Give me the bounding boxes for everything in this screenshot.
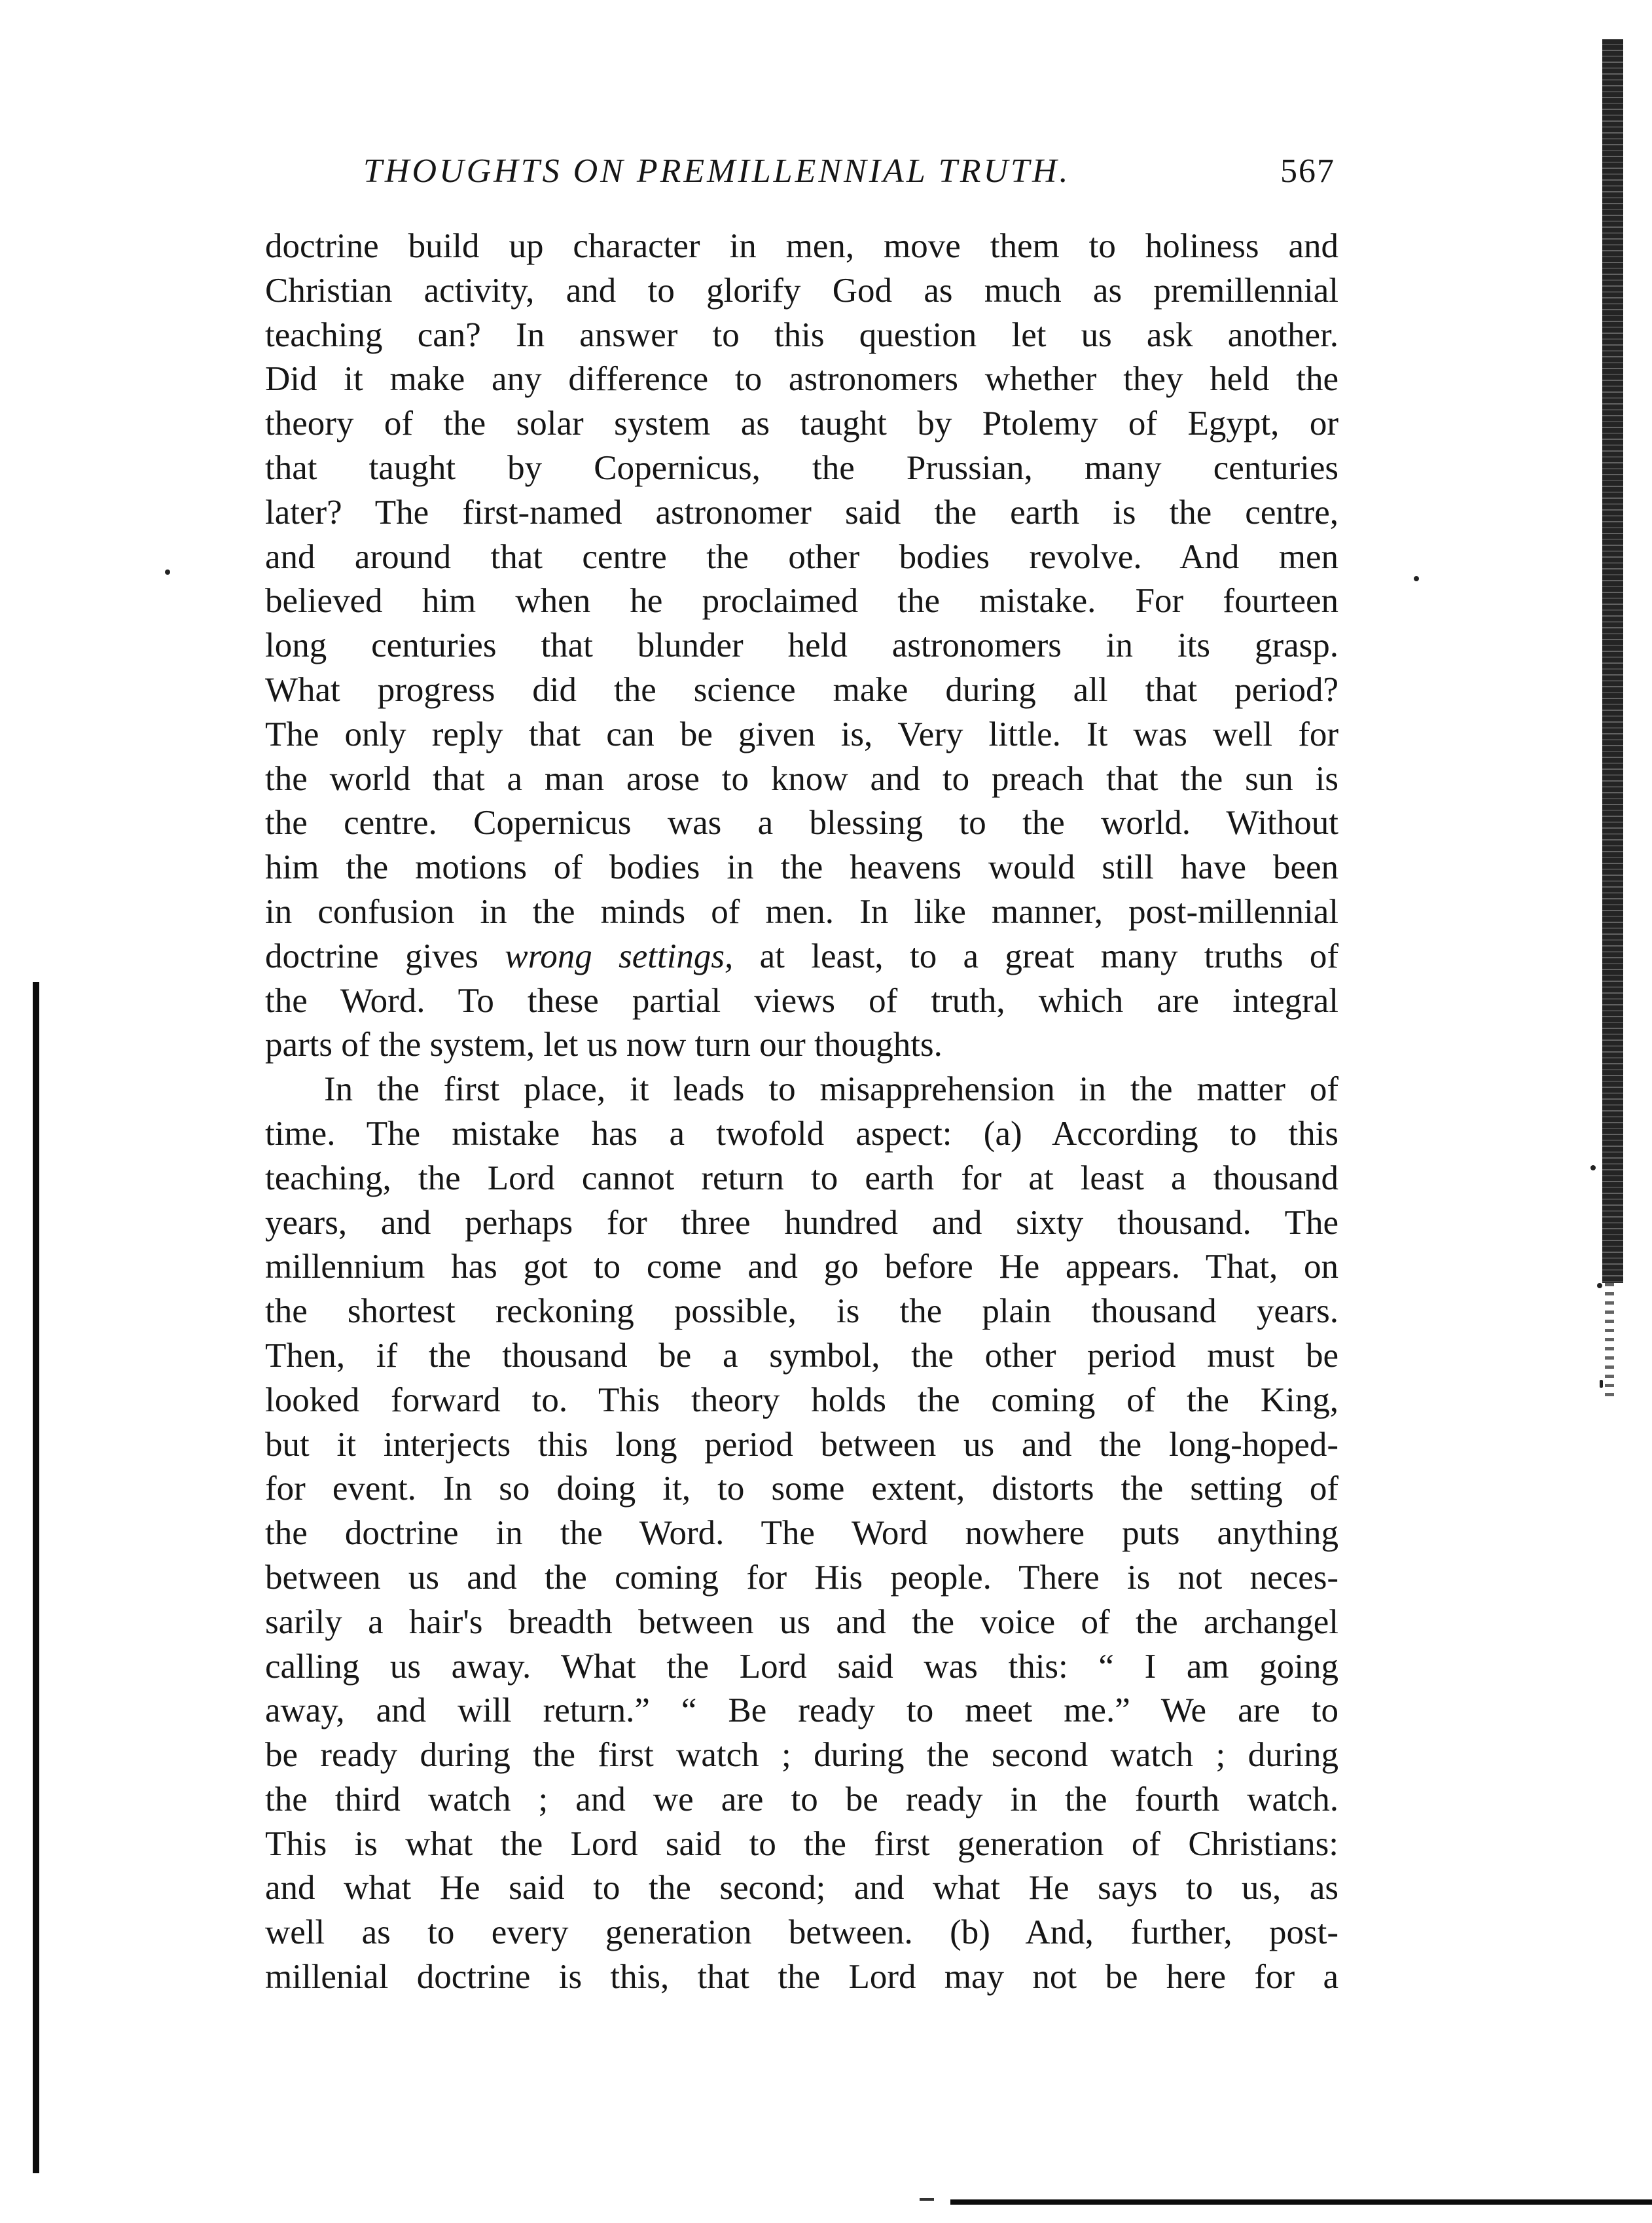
text-line: that taught by Copernicus, the Prussian, many centuries [265, 448, 1338, 487]
left-margin-rule [33, 982, 39, 2173]
text-line: and what He said to the second; and what He says to us, as [265, 1869, 1338, 1907]
text-line: sarily a hair's breadth between us and the voice of the archangel [265, 1602, 1338, 1641]
text-line: away, and will return.” “ Be ready to meet me.” We are to [265, 1691, 1338, 1730]
text-line: the centre. Copernicus was a blessing to the world. Without [265, 804, 1338, 842]
text-line: long centuries that blunder held astronomers in its grasp. [265, 626, 1338, 665]
bottom-dash-mark [920, 2198, 934, 2201]
text-line: Did it make any difference to astronomers whether they held the [265, 360, 1338, 399]
paragraph-start-line: In the first place, it leads to misapprehension in the matter of [324, 1070, 1338, 1109]
text-line: between us and the coming for His people. There is not neces- [265, 1558, 1338, 1597]
text-line: teaching can? In answer to this question let us ask another. [265, 316, 1338, 354]
body-text [265, 225, 1338, 2000]
text-line: the shortest reckoning possible, is the plain thousand years. [265, 1292, 1338, 1331]
text-line: Christian activity, and to glorify God as much as premillennial [265, 271, 1338, 310]
text-line: The only reply that can be given is, Very little. It was well for [265, 715, 1338, 753]
italic-phrase: wrong settings, [505, 937, 734, 975]
scan-speck [165, 569, 170, 575]
scan-speck [1414, 576, 1419, 581]
text-line: the world that a man arose to know and to preach that the sun is [265, 759, 1338, 798]
text-line: in confusion in the minds of men. In like manner, post-millennial [265, 892, 1338, 931]
text-line: for event. In so doing it, to some extent, distorts the setting of [265, 1470, 1338, 1508]
text-segment: doctrine gives [265, 937, 478, 975]
text-line: looked forward to. This theory holds the coming of the King, [265, 1381, 1338, 1419]
text-line: This is what the Lord said to the first generation of Christians: [265, 1824, 1338, 1863]
text-line: teaching, the Lord cannot return to earth for at least a thousand [265, 1159, 1338, 1197]
binding-edge-fade [1605, 1283, 1614, 1401]
text-line: well as to every generation between. (b) And, further, post- [265, 1913, 1338, 1952]
text-line: the Word. To these partial views of truth, which are integral [265, 981, 1338, 1020]
text-line: millenial doctrine is this, that the Lord may not be here for a [265, 1958, 1338, 1997]
text-line: and around that centre the other bodies revolve. And men [265, 537, 1338, 576]
text-line: millennium has got to come and go before He appears. That, on [265, 1248, 1338, 1286]
text-line: theory of the solar system as taught by Ptolemy of Egypt, or [265, 405, 1338, 443]
page-number: 567 [1280, 153, 1335, 190]
scan-speck [1590, 1165, 1596, 1170]
binding-edge-shadow [1602, 39, 1623, 1283]
text-line: Then, if the thousand be a symbol, the other period must be [265, 1336, 1338, 1375]
text-line: but it interjects this long period between us and the long-hoped- [265, 1425, 1338, 1464]
text-line: doctrine build up character in men, move them to holiness and [265, 227, 1338, 265]
paragraph-end-line: parts of the system, let us now turn our thoughts. [265, 1026, 943, 1064]
text-line: calling us away. What the Lord said was this: “ I am going [265, 1647, 1338, 1686]
running-title: THOUGHTS ON PREMILLENNIAL TRUTH. [363, 153, 1071, 190]
text-line: time. The mistake has a twofold aspect: (a) According to this [265, 1114, 1338, 1153]
bottom-rule [950, 2199, 1652, 2205]
text-line: years, and perhaps for three hundred and sixty thousand. The [265, 1203, 1338, 1242]
text-line: the third watch ; and we are to be ready in the fourth watch. [265, 1780, 1338, 1818]
running-head [262, 145, 1335, 198]
text-line: What progress did the science make during all that period? [265, 670, 1338, 709]
text-line: the doctrine in the Word. The Word nowhere puts anything [265, 1514, 1338, 1553]
text-line: later? The first-named astronomer said the earth is the centre, [265, 493, 1338, 532]
text-line: him the motions of bodies in the heavens would still have been [265, 848, 1338, 887]
scan-speck [1600, 1380, 1603, 1388]
text-segment: at least, to a great many truths of [759, 937, 1339, 975]
text-line [265, 935, 1338, 979]
text-line: be ready during the first watch ; during the second watch ; during [265, 1736, 1338, 1775]
text-line: believed him when he proclaimed the mistake. For fourteen [265, 582, 1338, 621]
scan-speck [1597, 1283, 1602, 1288]
